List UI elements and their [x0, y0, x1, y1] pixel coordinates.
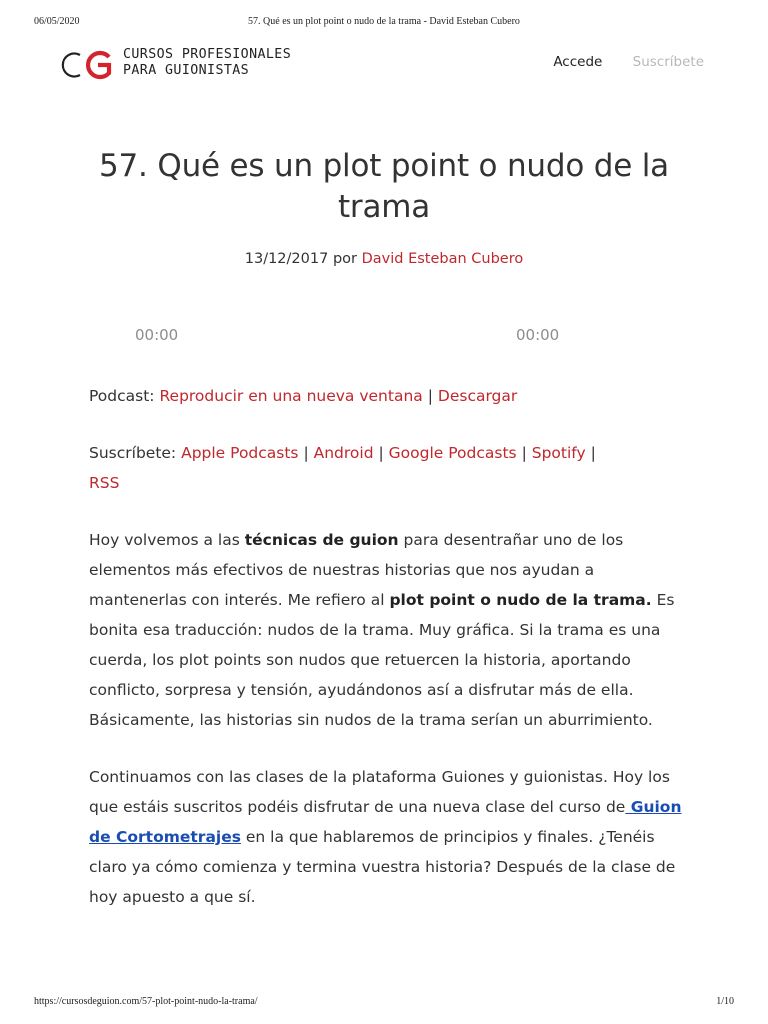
google-podcasts-link[interactable]: Google Podcasts [388, 444, 517, 462]
author-link[interactable]: David Esteban Cubero [361, 251, 524, 267]
paragraph-text: Hoy volvemos a las [89, 531, 245, 549]
main-nav [527, 54, 704, 70]
brand-line-2: PARA GUIONISTAS [123, 63, 250, 78]
site-header [0, 44, 768, 88]
body-paragraph-1 [89, 525, 687, 735]
paragraph-text: Es bonita esa traducción: nudos de la trama. Muy gráfica. Si la trama es una cuerda, los plot points son nudos que retuercen la historia, aportando conflicto, sorpresa y tensión, ayudándonos así a disfrutar más de ella. Básicamente, las historias sin nudos de la trama serían un aburrimiento. [89, 591, 675, 729]
paragraph-text: en la que hablaremos de principios y finales. ¿Tenéis claro ya cómo comienza y termina vuestra historia? Después de la clase de hoy apuesto a que sí. [89, 828, 676, 906]
print-url: https://cursosdeguion.com/57-plot-point-nudo-la-trama/ [34, 996, 258, 1007]
brand-line-1: CURSOS PROFESIONALES [123, 47, 292, 62]
bold-phrase-tecnicas-de-guion: técnicas de guion [244, 531, 399, 549]
rss-link[interactable]: RSS [89, 474, 120, 492]
print-doc-title: 57. Qué es un plot point o nudo de la trama - David Esteban Cubero [248, 16, 520, 27]
login-link[interactable]: Accede [553, 54, 603, 70]
body-paragraph-2 [89, 762, 687, 912]
spotify-link[interactable]: Spotify [531, 444, 586, 462]
print-footer [34, 996, 734, 1010]
separator: | [427, 387, 433, 405]
podcast-label: Podcast: [89, 387, 155, 405]
play-new-window-link[interactable]: Reproducir en una nueva ventana [159, 387, 423, 405]
separator: | [590, 444, 596, 462]
brand-name[interactable] [123, 47, 291, 79]
android-link[interactable]: Android [313, 444, 374, 462]
bold-phrase-plot-point: plot point o nudo de la trama. [389, 591, 652, 609]
audio-player[interactable] [0, 326, 768, 350]
post-content [89, 381, 687, 939]
apple-podcasts-link[interactable]: Apple Podcasts [181, 444, 299, 462]
subscribe-line [89, 438, 687, 498]
post-title: 57. Qué es un plot point o nudo de la trama [99, 148, 669, 225]
post-meta [0, 251, 768, 267]
download-link[interactable]: Descargar [437, 387, 518, 405]
print-page-number: 1/10 [716, 996, 734, 1007]
subscribe-link[interactable]: Suscríbete [632, 54, 704, 70]
paragraph-text: para desentrañar uno de los elementos más efectivos de nuestras historias que nos ayudan a mantenerlas con interés. Me refiero al [89, 531, 624, 609]
separator: | [303, 444, 309, 462]
paragraph-text: Continuamos con las clases de la plataforma Guiones y guionistas. Hoy los que estáis suscritos podéis disfrutar de una nueva clase del curso de [89, 768, 670, 816]
subscribe-label: Suscríbete: [89, 444, 177, 462]
player-duration: 00:00 [516, 326, 560, 344]
separator: | [378, 444, 384, 462]
cg-logo[interactable] [56, 48, 112, 82]
post-date: 13/12/2017 [244, 251, 329, 267]
post-by: por [332, 251, 357, 267]
player-current-time: 00:00 [135, 326, 179, 344]
podcast-line [89, 381, 687, 411]
separator: | [521, 444, 527, 462]
print-header [34, 16, 734, 30]
print-date: 06/05/2020 [34, 16, 80, 27]
guion-cortometrajes-link[interactable]: Guion de Cortometrajes [89, 798, 682, 846]
